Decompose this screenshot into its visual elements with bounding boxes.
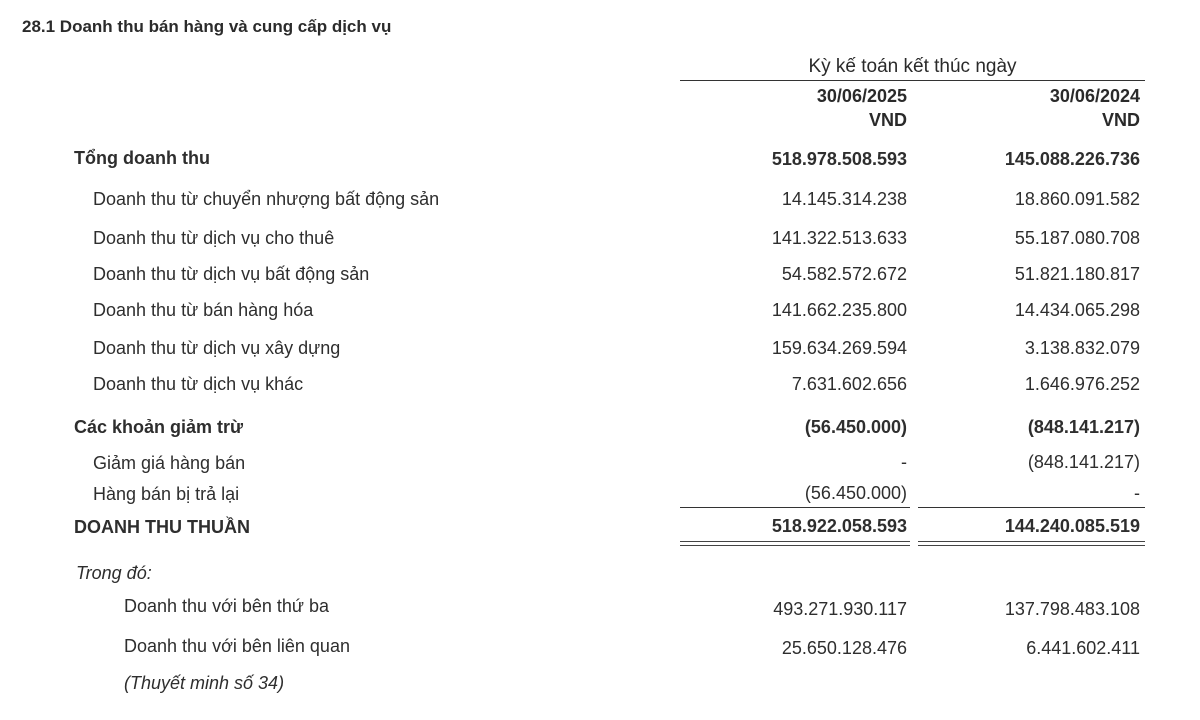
row-value-2024: (848.141.217) xyxy=(1027,452,1140,472)
row-value-2025: (56.450.000) xyxy=(804,483,907,503)
row-value-2025: 14.145.314.238 xyxy=(781,189,907,209)
row-label-leasing-services: Doanh thu từ dịch vụ cho thuê xyxy=(93,228,335,248)
row-label-net-revenue: DOANH THU THUẦN xyxy=(74,517,250,537)
column-currency-2025: VND xyxy=(868,110,907,130)
breakdown-value-2024: 6.441.602.411 xyxy=(1026,638,1140,658)
row-value-2024: 144.240.085.519 xyxy=(1004,516,1140,536)
breakdown-value-2025: 493.271.930.117 xyxy=(773,599,907,619)
row-value-2025: 141.322.513.633 xyxy=(771,228,907,248)
breakdown-label-related-party: Doanh thu với bên liên quan xyxy=(124,636,350,656)
column-date-2024: 30/06/2024 xyxy=(1049,86,1140,106)
total-double-rule-2024 xyxy=(918,541,1145,546)
column-currency-2024: VND xyxy=(1101,110,1140,130)
row-value-2024: 145.088.226.736 xyxy=(1004,149,1140,169)
row-label-real-estate-services: Doanh thu từ dịch vụ bất động sản xyxy=(93,264,370,284)
row-label-deductions: Các khoản giảm trừ xyxy=(74,417,244,437)
total-double-rule-2025 xyxy=(680,541,910,546)
row-value-2024: 18.860.091.582 xyxy=(1014,189,1140,209)
row-label-goods-sales: Doanh thu từ bán hàng hóa xyxy=(93,300,314,320)
row-label-real-estate-transfer: Doanh thu từ chuyển nhượng bất động sản xyxy=(93,189,440,209)
row-value-2024: (848.141.217) xyxy=(1027,417,1140,437)
row-value-2025: 518.978.508.593 xyxy=(771,149,907,169)
breakdown-intro: Trong đó: xyxy=(76,563,152,583)
column-date-2025: 30/06/2025 xyxy=(816,86,907,106)
period-header: Kỳ kế toán kết thúc ngày xyxy=(808,56,1017,77)
section-title: 28.1 Doanh thu bán hàng và cung cấp dịch vụ xyxy=(22,17,392,36)
row-label-construction-services: Doanh thu từ dịch vụ xây dựng xyxy=(93,338,341,358)
row-value-2024: - xyxy=(1134,483,1140,503)
row-value-2025: 159.634.269.594 xyxy=(771,338,907,358)
row-value-2025: 518.922.058.593 xyxy=(771,516,907,536)
row-label-other-services: Doanh thu từ dịch vụ khác xyxy=(93,374,304,394)
breakdown-label-third-party: Doanh thu với bên thứ ba xyxy=(124,596,329,616)
row-label-sales-returns: Hàng bán bị trả lại xyxy=(93,484,240,504)
row-value-2024: 3.138.832.079 xyxy=(1024,338,1140,358)
row-value-2024: 55.187.080.708 xyxy=(1014,228,1140,248)
row-label-total-revenue: Tổng doanh thu xyxy=(74,148,210,168)
row-value-2025: 141.662.235.800 xyxy=(771,300,907,320)
period-header-underline xyxy=(680,80,1145,81)
row-value-2025: - xyxy=(901,452,907,472)
breakdown-note: (Thuyết minh số 34) xyxy=(124,673,285,693)
row-label-sales-discounts: Giảm giá hàng bán xyxy=(93,453,246,473)
subtotal-rule-2024 xyxy=(918,507,1145,508)
row-value-2024: 51.821.180.817 xyxy=(1014,264,1140,284)
row-value-2024: 14.434.065.298 xyxy=(1014,300,1140,320)
row-value-2025: (56.450.000) xyxy=(804,417,907,437)
row-value-2024: 1.646.976.252 xyxy=(1024,374,1140,394)
subtotal-rule-2025 xyxy=(680,507,910,508)
row-value-2025: 54.582.572.672 xyxy=(781,264,907,284)
breakdown-value-2025: 25.650.128.476 xyxy=(781,638,907,658)
breakdown-value-2024: 137.798.483.108 xyxy=(1004,599,1140,619)
row-value-2025: 7.631.602.656 xyxy=(791,374,907,394)
